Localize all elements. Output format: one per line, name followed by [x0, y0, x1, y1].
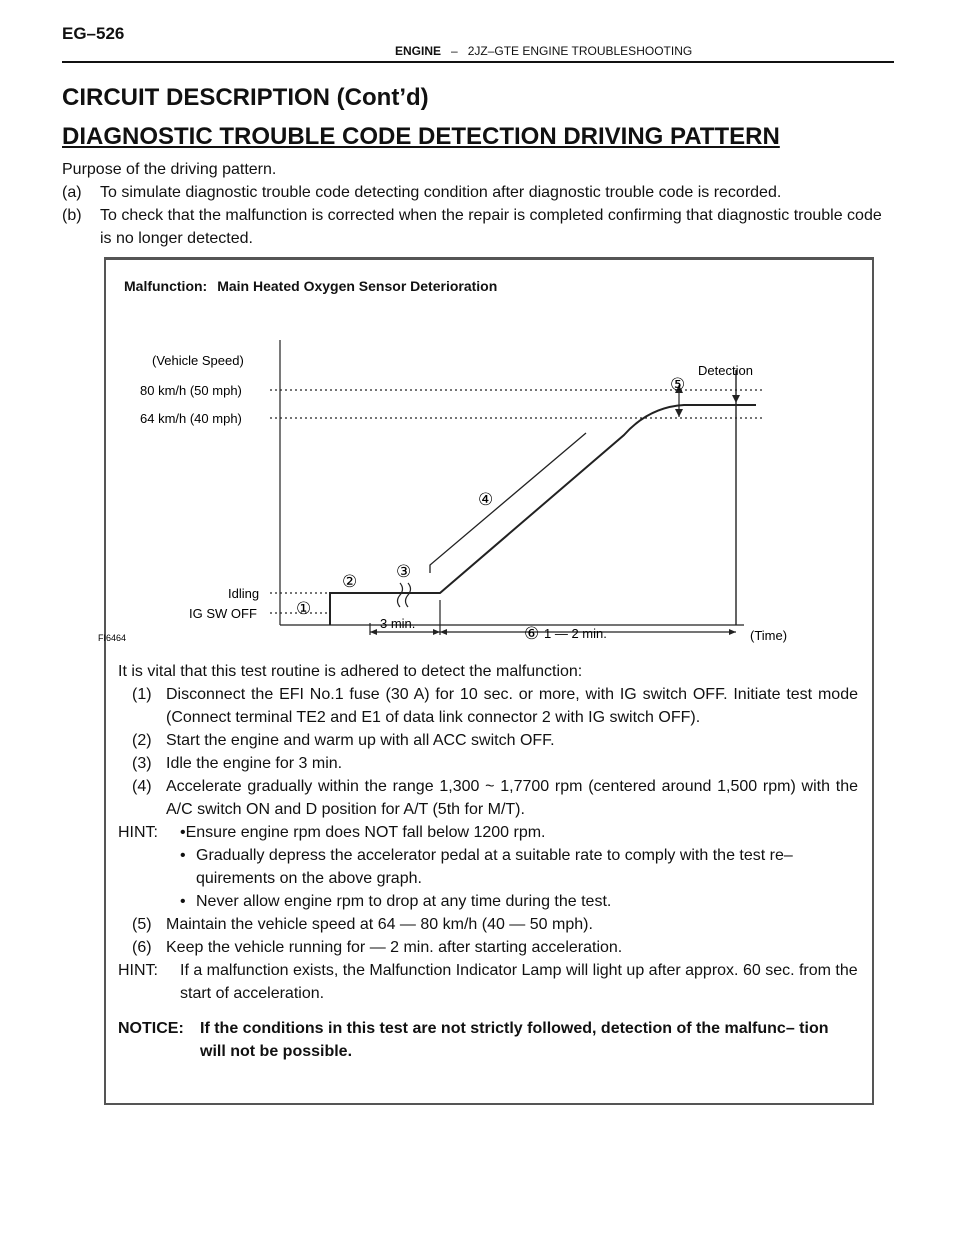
hint-label: HINT:: [118, 962, 158, 979]
malfunction-line: [124, 278, 497, 294]
step4-bracket: [430, 433, 586, 573]
test-routine: [118, 660, 858, 1063]
hint-bullet-1: [118, 821, 858, 844]
step-number: (3): [132, 755, 152, 772]
bullet-icon: •: [180, 824, 186, 841]
step-6: [118, 936, 858, 959]
y-tick-idling: Idling: [228, 586, 260, 601]
section-header: [395, 44, 692, 58]
pattern-heading: DIAGNOSTIC TROUBLE CODE DETECTION DRIVING PATTERN: [62, 123, 780, 150]
x-axis-label: (Time): [750, 628, 788, 643]
step-text: Maintain the vehicle speed at 64 — 80 km/h (40 — 50 mph).: [166, 916, 593, 933]
step-text: Disconnect the EFI No.1 fuse (30 A) for 10 sec. or more, with IG switch OFF. Initiate test mode (Connect terminal TE2 and E1 of data link connector 2 with IG switch OFF).: [166, 686, 858, 726]
step3-wiggle: [398, 583, 403, 607]
subsection-title: 2JZ–GTE ENGINE TROUBLESHOOTING: [467, 44, 693, 58]
notice-label: NOTICE:: [118, 1020, 184, 1037]
section-separator: –: [451, 44, 458, 58]
figure-code: FI6464: [98, 633, 127, 643]
bullet-text: Ensure engine rpm does NOT fall below 1200 rpm.: [185, 824, 546, 841]
page-number: EG–526: [62, 24, 125, 43]
intro-item-text: To check that the malfunction is corrected when the repair is completed confirming that diagnostic trouble code is no longer detected.: [100, 207, 882, 247]
header-rule: [62, 61, 894, 63]
step-number: (6): [132, 939, 152, 956]
section-title: ENGINE: [395, 44, 442, 58]
step-number: (1): [132, 686, 152, 703]
intro-item-a: [62, 181, 897, 204]
three-min-label: 3 min.: [380, 616, 416, 631]
step-5: [118, 913, 858, 936]
malfunction-label: Malfunction:: [124, 278, 208, 294]
speed-trace: [330, 405, 756, 625]
hint-text: If a malfunction exists, the Malfunction Indicator Lamp will light up after approx. 60 sec. from the start of acceleration.: [180, 962, 858, 1002]
detection-label: Detection: [698, 363, 753, 378]
notice: [118, 1017, 858, 1063]
intro-item-label: (a): [62, 184, 82, 201]
intro-item-text: To simulate diagnostic trouble code detecting condition after diagnostic trouble code is recorded.: [100, 184, 782, 201]
step-number: (4): [132, 778, 152, 795]
step-text: Accelerate gradually within the range 1,300 ~ 1,7700 rpm (centered around 1,500 rpm) with the A/C switch ON and D position for A/T (5th for M/T).: [166, 778, 858, 818]
bullet-text: Gradually depress the accelerator pedal at a suitable rate to comply with the test re– quirements on the above graph.: [196, 847, 793, 887]
step-3: [118, 752, 858, 775]
driving-pattern-chart: [98, 335, 874, 650]
step-number: (5): [132, 916, 152, 933]
step5-marker: ⑤: [670, 375, 686, 394]
bullet-icon: •: [180, 893, 186, 910]
bullet-icon: •: [180, 847, 186, 864]
circuit-heading: CIRCUIT DESCRIPTION (Cont’d): [62, 84, 429, 111]
step-2: [118, 729, 858, 752]
intro-block: [62, 158, 897, 250]
step2-marker: ②: [342, 572, 358, 591]
step6-marker: ⑥: [524, 624, 540, 643]
step4-marker: ④: [478, 490, 494, 509]
malfunction-value: Main Heated Oxygen Sensor Deterioration: [217, 278, 498, 294]
hint-label: HINT:: [118, 824, 158, 841]
intro-item-b: [62, 204, 897, 250]
y-tick-80: 80 km/h (50 mph): [140, 383, 242, 398]
step-text: Idle the engine for 3 min.: [166, 755, 343, 772]
step-number: (2): [132, 732, 152, 749]
step1-marker: ①: [296, 599, 312, 618]
intro-item-label: (b): [62, 207, 82, 224]
step-text: Start the engine and warm up with all ACC switch OFF.: [166, 732, 555, 749]
hint-bullet-2: [118, 844, 858, 890]
y-tick-ig-off: IG SW OFF: [189, 606, 257, 621]
hint-mil: [118, 959, 858, 1005]
hint-bullet-3: [118, 890, 858, 913]
step-1: [118, 683, 858, 729]
y-tick-64: 64 km/h (40 mph): [140, 411, 242, 426]
step-4: [118, 775, 858, 821]
y-axis-label: (Vehicle Speed): [152, 353, 244, 368]
step6-range-label: 1 — 2 min.: [544, 626, 607, 641]
step-text: Keep the vehicle running for — 2 min. after starting acceleration.: [166, 939, 623, 956]
bullet-text: Never allow engine rpm to drop at any time during the test.: [196, 893, 612, 910]
step3-marker: ③: [396, 562, 412, 581]
routine-intro: It is vital that this test routine is adhered to detect the malfunction:: [118, 663, 583, 680]
notice-text: If the conditions in this test are not strictly followed, detection of the malfunc– tion will not be possible.: [200, 1020, 829, 1060]
purpose-line: Purpose of the driving pattern.: [62, 161, 277, 178]
